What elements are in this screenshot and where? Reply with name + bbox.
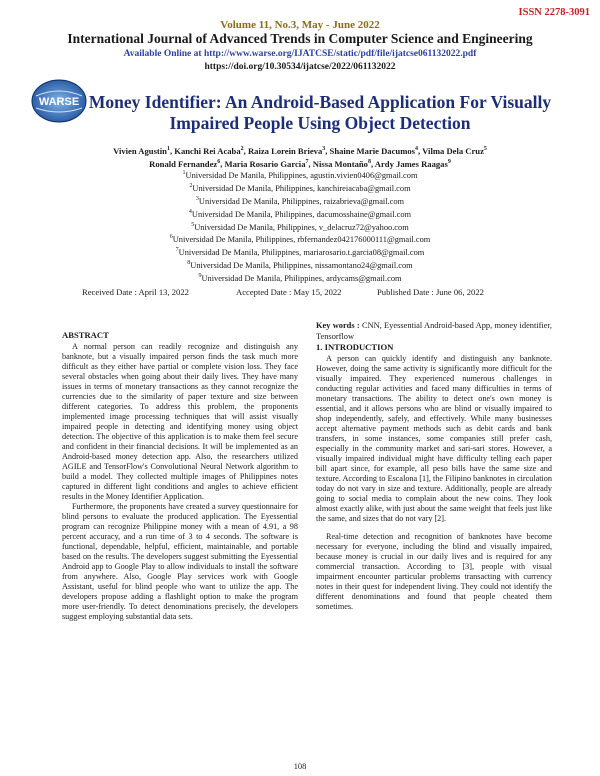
affiliation-text: Universidad De Manila, Philippines, rbfernandez042176000111@gmail.com xyxy=(172,235,431,245)
author-name: Raiza Lorein Brieva xyxy=(247,145,323,156)
author-superscript: 1 xyxy=(166,146,170,152)
affiliation-superscript: 2 xyxy=(189,182,193,189)
keywords-label: Key words : xyxy=(316,321,360,330)
keywords-text: CNN, Eyessential Android-based App, money identifier, Tensorflow xyxy=(316,321,553,341)
affiliation-text: Universidad De Manila, Philippines, mariarosario.t.garcia08@gmail.com xyxy=(178,248,425,258)
published-date: Published Date : June 06, 2022 xyxy=(377,287,484,297)
intro-paragraph-1: A person can quickly identify and distinguish any banknote. However, doing the same activity is significantly more difficult for the visually impaired. They experienced numerous challenges in conducting regular activities and faced many difficulties in terms of monetary transactions. The ability to detect one's own money is essential, and it allows persons who are blind or visually impaired to shop independently, safely, and effectively. While many businesses accept alternative payment methods such as debit cards and bank transfers, in some instances, some companies still prefer cash, especially in the community market and sari-sari stores. However, a visually impaired individual might have difficulty telling each paper bill apart since, for example, all peso bills have the same size and texture. According to Escalona [1], the Filipino banknotes in circulation today do not vary in size and texture. Additionally, people are already going to social media to complain about the new coins. They look almost exactly alike, with just about the same weight that feels just like the same, and sizes that do not vary [2]. xyxy=(316,354,552,523)
keywords xyxy=(316,320,552,342)
left-column xyxy=(62,330,298,622)
affiliation-line xyxy=(60,271,540,284)
affiliation-text: Universidad De Manila, Philippines, dacumosshaine@gmail.com xyxy=(191,209,412,219)
doi-link[interactable]: https://doi.org/10.30534/ijatcse/2022/061132022 xyxy=(204,62,396,72)
affiliation-superscript: 1 xyxy=(182,170,186,176)
author-superscript: 4 xyxy=(415,146,419,152)
affiliation-line xyxy=(60,168,540,181)
author-superscript: 6 xyxy=(217,158,221,165)
affiliation-superscript: 9 xyxy=(198,273,202,280)
issn-label: ISSN 2278-3091 xyxy=(518,7,590,18)
author-superscript: 5 xyxy=(483,146,487,152)
affiliation-superscript: 3 xyxy=(195,195,199,202)
author-name: Vivien Agustin xyxy=(113,145,167,156)
abstract-paragraph-2: Furthermore, the proponents have created a survey questionnaire for blind persons to evaluate the produced application. The Eyessential program can recognize Philippine money with a mean of 4.91, a 98 percent accuracy, and a run time of 3 to 4 seconds. The software is functional, dependable, helpful, efficient, maintainable, and portable based on the results. The developers suggest submitting the Eyessential Android app to Google Play to allow individuals to install the software from anywhere. Also, Google Play services work with Google Assistant, useful for blind people who want to utilize the app. The developers propose adding a flashlight option to make the program more user-friendly. To detect denominations precisely, the developers suggest employing substantial data sets. xyxy=(62,502,298,621)
affiliation-line xyxy=(60,194,540,207)
affiliation-text: Universidad De Manila, Philippines, raizabrieva@gmail.com xyxy=(198,196,405,206)
abstract-paragraph-1: A normal person can readily recognize and distinguish any banknote, but a visually impaired person finds the task much more difficult as they either have partial or complete vision loss. They face several obstacles when going about their daily lives. They have many issues in terms of monetary transactions as they cannot recognize the currencies due to the similarity of paper texture and size between different categories. To address this problem, the proponents implemented image processing techniques that will assist visually impaired people in detecting and identifying money using object detection. The objective of this application is to make them feel secure and confident in their financial decisions. It will be implemented as an Android-based money detection app. Also, the researchers utilized AGILE and TensorFlow's Convolutional Neural Network algorithm to build a model. They collected multiple images of Philippines notes captured in different light conditions and angles to achieve efficient results in the Money Identifier Application. xyxy=(62,342,298,501)
affiliation-line xyxy=(60,181,540,194)
affiliation-text: Universidad De Manila, Philippines, agustin.vivien0406@gmail.com xyxy=(185,170,418,180)
author-name: Vilma Dela Cruz xyxy=(422,145,484,156)
introduction-heading: 1. INTRODUCTION xyxy=(316,342,394,352)
affiliation-line xyxy=(60,245,540,258)
author-superscript: 7 xyxy=(305,158,309,165)
author-name: Kanchi Rei Acaba xyxy=(174,145,241,156)
author-superscript: 3 xyxy=(322,146,326,152)
author-name: Ardy James Raagas xyxy=(374,158,448,169)
author-name: Maria Rosario Garcia xyxy=(224,158,306,169)
affiliation-text: Universidad De Manila, Philippines, nissamontano24@gmail.com xyxy=(190,261,413,271)
affiliation-text: Universidad De Manila, Philippines, ardycams@gmail.com xyxy=(201,273,402,283)
authors-line-2: Ronald Fernandez$^6$, Maria Rosario Garcia$^7$, Nissa Montaño$^8$, Ardy James Raagas$^9$ xyxy=(149,158,451,169)
author-list xyxy=(40,144,560,170)
intro-paragraph-2: Real-time detection and recognition of banknotes have become necessary for everyone, including the blind and visually impaired, because money is crucial in our daily lives and is required for any commercial transaction. According to [3], people with visual impairment encounter particular problems transacting with currency notes in their quest for independent living. They could not identify the different denominations and found that people cheated them sometimes. xyxy=(316,532,552,611)
authors-line-1: Vivien Agustin$^1$, Kanchi Rei Acaba$^2$, Raiza Lorein Brieva$^3$, Shaine Marie Dacumos$^4$, Vilma Dela Cruz$^5$ xyxy=(113,145,487,156)
right-column xyxy=(316,320,552,612)
affiliation-line xyxy=(60,220,540,233)
affiliation-superscript: 7 xyxy=(175,247,179,254)
affiliations xyxy=(60,168,540,284)
received-date: Received Date : April 13, 2022 xyxy=(82,287,189,297)
author-name: Shaine Marie Dacumos xyxy=(329,145,416,156)
affiliation-superscript: 4 xyxy=(188,208,192,215)
author-name: Ronald Fernandez xyxy=(149,158,218,169)
affiliation-line xyxy=(60,207,540,220)
logo-wordmark: WARSE xyxy=(38,96,80,108)
accepted-date: Accepted Date : May 15, 2022 xyxy=(236,287,342,297)
affiliation-text: Universidad De Manila, Philippines, v_delacruz72@yahoo.com xyxy=(194,222,409,232)
affiliation-text: Universidad De Manila, Philippines, kanchireiacaba@gmail.com xyxy=(192,183,411,193)
abstract-heading: ABSTRACT xyxy=(62,330,109,340)
author-superscript: 8 xyxy=(367,158,371,165)
affiliation-superscript: 5 xyxy=(191,221,195,228)
author-superscript: 2 xyxy=(240,146,244,152)
warse-logo xyxy=(30,78,88,124)
available-online-link[interactable]: Available Online at http://www.warse.org/IJATCSE/static/pdf/file/ijatcse061132022.pdf xyxy=(123,49,477,59)
affiliation-line xyxy=(60,258,540,271)
author-name: Nissa Montaño xyxy=(312,158,368,169)
paper-title: Money Identifier: An Android-Based Application For Visually Impaired People Using Object Detection xyxy=(88,92,552,133)
affiliation-superscript: 6 xyxy=(169,234,173,241)
journal-name: International Journal of Advanced Trends in Computer Science and Engineering xyxy=(67,31,533,46)
affiliation-superscript: 8 xyxy=(187,260,191,267)
author-superscript: 9 xyxy=(447,158,451,165)
page-number: 108 xyxy=(293,762,307,771)
volume-line: Volume 11, No.3, May - June 2022 xyxy=(220,19,380,31)
affiliation-line xyxy=(60,232,540,245)
